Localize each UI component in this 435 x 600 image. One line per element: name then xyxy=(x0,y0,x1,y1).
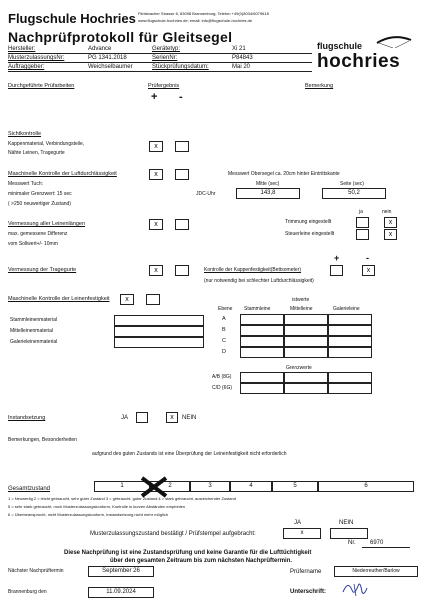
confirm-ja-box[interactable]: x xyxy=(283,528,321,539)
strength-material-mittel: Mittelleinenmaterial xyxy=(10,328,54,334)
visual-check-title: Sichtkontrolle xyxy=(8,131,42,137)
examiner-label: Prüfername xyxy=(290,569,322,575)
grade-3[interactable]: 3 xyxy=(190,481,230,492)
protocol-nr-value: 6970 xyxy=(370,540,384,546)
repair-title: Instandsetzung xyxy=(8,415,46,421)
trim-ja-box[interactable] xyxy=(356,217,369,228)
canopy-title: Kontrolle der Kappenfestigkeit(Bettsometer) xyxy=(204,267,301,273)
grade-4[interactable]: 4 xyxy=(230,481,272,492)
canopy-minus: - xyxy=(366,253,369,263)
air-measured-label: Messwert Tuch: xyxy=(8,181,44,187)
info-value-serial: P84843 xyxy=(232,55,253,61)
galerie-material-field[interactable] xyxy=(114,337,204,348)
risers-minus-box[interactable] xyxy=(175,265,189,276)
overall-title: Gesamtzustand xyxy=(8,486,51,492)
info-label-type: Gerätetyp: xyxy=(152,46,181,52)
lines-trim-label: Trimmung eingestellt xyxy=(285,219,332,225)
overall-legend-3: 6 = Überbeansprucht, nicht Musterzulassungskonform, Instandsetzung nicht mehr möglich xyxy=(8,512,168,517)
place-date-value: 11.09.2024 xyxy=(88,587,154,598)
air-min-label: minimaler Grenzwert: 15 sec xyxy=(8,191,72,197)
air-new-label: ( >250 neuwertiger Zustand) xyxy=(8,201,71,207)
school-address: Flintsbacher Strasse 6, 83098 Brannenburg; Telefon +49(0)8034/6079618 xyxy=(138,11,269,16)
level-b: B xyxy=(222,327,226,333)
steer-mark: x xyxy=(388,231,393,238)
school-web: www.flugschule-hochries.de; email: info@flugschule-hochries.de xyxy=(138,18,253,23)
visual-check-minus-box[interactable] xyxy=(175,141,189,152)
canopy-mark: x xyxy=(366,267,371,274)
strength-mark: x xyxy=(125,296,129,303)
info-value-type: Xi 21 xyxy=(232,46,246,52)
visual-check-line2: Nähte Leinen, Tragegurte xyxy=(8,150,65,156)
strength-ist-label: istwerte xyxy=(292,297,310,303)
air-remark: Messwert Obersegel ca. 20cm hinter Eintrittskante xyxy=(228,171,340,177)
grade-2[interactable]: 2 xyxy=(150,481,190,492)
repair-nein-label: NEIN xyxy=(182,415,197,421)
strength-material-galerie: Galerieleinenmaterial xyxy=(10,339,58,345)
air-check-minus-box[interactable] xyxy=(175,169,189,180)
air-device: JDC-Uhr xyxy=(196,191,216,197)
air-side-value: 50,2 xyxy=(322,188,386,199)
grade-5[interactable]: 5 xyxy=(272,481,318,492)
repair-ja-box[interactable] xyxy=(136,412,148,423)
signature-label: Unterschrift: xyxy=(290,589,327,595)
visual-check-mark: x xyxy=(154,143,158,150)
statement-line2: über den gesamten Zeitraum bis zum nächsten Nachprüftermin. xyxy=(110,558,293,564)
column-result: Prüfergebnis xyxy=(148,83,180,89)
lines-ja: ja xyxy=(359,209,363,215)
place-date-label: Brannenburg den xyxy=(8,589,47,595)
canopy-plus-box[interactable] xyxy=(330,265,343,276)
info-label-test-date: Stückprüfungsdatum: xyxy=(152,64,209,70)
grenz-cd: C/D (6G) xyxy=(212,385,232,391)
strength-material-stamm: Stammleinenmaterial xyxy=(10,317,57,323)
air-mid-value: 143,8 xyxy=(236,188,300,199)
school-name: Flugschule Hochries xyxy=(8,11,136,26)
lines-target-label: vom Sollwert+/- 10mm xyxy=(8,241,58,247)
air-check-title: Maschinelle Kontrolle der Luftdurchlässigkeit xyxy=(8,171,117,177)
visual-check-line1: Kappenmaterial, Verbindungsteile, xyxy=(8,141,85,147)
mittel-material-field[interactable] xyxy=(114,326,204,337)
next-check-label: Nächster Nachprüftermin xyxy=(8,568,64,574)
strength-col-stamm: Stammleine xyxy=(244,306,271,312)
info-label-client: Auftraggeber: xyxy=(8,64,45,70)
remarks-label: Bemerkungen, Besonderheiten xyxy=(8,437,77,443)
strength-ebene-label: Ebene xyxy=(218,306,233,312)
lines-mark: x xyxy=(154,221,158,228)
risers-mark: x xyxy=(154,267,158,274)
info-label-manufacturer: Hersteller: xyxy=(8,46,36,52)
repair-ja-label: JA xyxy=(121,415,129,421)
logo-top: flugschule xyxy=(317,41,363,51)
stamm-material-field[interactable] xyxy=(114,315,204,326)
column-remark: Bemerkung xyxy=(305,83,334,89)
logo-main: hochries xyxy=(317,51,401,72)
grenz-grid xyxy=(240,372,372,394)
column-minus: - xyxy=(179,91,183,103)
confirm-text: Musterzulassungszustand bestätigt / Prüfstempel aufgebracht: xyxy=(90,531,256,537)
grade-cross-mark xyxy=(140,476,168,498)
grade-1[interactable]: 1 xyxy=(94,481,150,492)
info-label-approval: MusterzulassungsNr: xyxy=(8,55,65,61)
column-performed: Durchgeführte Prüfarbeiten xyxy=(8,83,75,89)
confirm-nein-label: NEIN xyxy=(339,520,354,526)
strength-title: Maschinelle Kontrolle der Leinenfestigkeit xyxy=(8,296,110,302)
strength-col-mittel: Mittelleine xyxy=(290,306,313,312)
canopy-plus: + xyxy=(334,253,340,263)
lines-nein: nein xyxy=(382,209,392,215)
risers-title: Vermessung der Tragegurte xyxy=(8,267,77,273)
air-check-mark: x xyxy=(154,171,158,178)
info-label-serial: SerienNr: xyxy=(152,55,178,61)
strength-grid xyxy=(240,314,372,358)
info-value-test-date: Mai 20 xyxy=(232,64,251,70)
overall-legend-1: 1 = Neuwertig 2 = leicht gebraucht, sehr guter Zustand 3 = gebraucht, guter Zustand 4 = stark gebraucht, ausreichender Zustand xyxy=(8,496,236,501)
trim-mark: x xyxy=(388,219,393,226)
document-title: Nachprüfprotokoll für Gleitsegel xyxy=(8,29,233,45)
lines-title: Vermessung aller Leinenlängen xyxy=(8,221,86,227)
grenz-ab: A/B (8G) xyxy=(212,374,232,380)
info-value-manufacturer: Advance xyxy=(88,46,112,52)
info-value-approval: PG 1341.2018 xyxy=(88,55,127,61)
confirm-nein-box[interactable] xyxy=(330,528,368,539)
protocol-nr-label: Nr. xyxy=(348,540,356,546)
steer-ja-box[interactable] xyxy=(356,229,369,240)
signature xyxy=(340,578,370,598)
strength-grenz-label: Grenzwerte xyxy=(286,365,312,371)
level-d: D xyxy=(222,349,226,355)
statement-line1: Diese Nachprüfung ist eine Zustandsprüfung und keine Garantie für die Lufttüchtigkeit xyxy=(64,550,312,556)
grade-6[interactable]: 6 xyxy=(318,481,414,492)
strength-minus-box[interactable] xyxy=(146,294,160,305)
air-mid-label: Mitte (sec) xyxy=(256,181,280,187)
air-side-label: Seite (sec) xyxy=(340,181,364,187)
column-plus: + xyxy=(151,91,158,103)
canopy-note: (nur notwendig bei schlechter Luftdurchlässigkeit) xyxy=(204,278,314,284)
overall-legend-2: 5 = sehr stark gebraucht, noch Musterzulassungskonform, Kontrolle in kurzen Abständen empfohlen xyxy=(8,504,186,509)
lines-minus-box[interactable] xyxy=(175,219,189,230)
level-c: C xyxy=(222,338,226,344)
remarks-text: aufgrund des guten Zustands ist eine Überprüfung der Leinenfestigkeit nicht erforderlich xyxy=(92,451,287,457)
level-a: A xyxy=(222,316,226,322)
lines-diff-label: max. gemessene Differenz xyxy=(8,231,68,237)
info-table xyxy=(8,44,312,72)
info-value-client: Weichselbaumer xyxy=(88,64,133,70)
confirm-ja-label: JA xyxy=(294,520,302,526)
examiner-value: Niederreuther/Barlow xyxy=(334,566,418,577)
next-check-value: September 26 xyxy=(88,566,154,577)
strength-col-galerie: Galerieleine xyxy=(333,306,360,312)
school-logo xyxy=(315,34,421,76)
lines-steer-label: Steuerleine eingestellt xyxy=(285,231,335,237)
repair-mark: x xyxy=(170,414,174,421)
